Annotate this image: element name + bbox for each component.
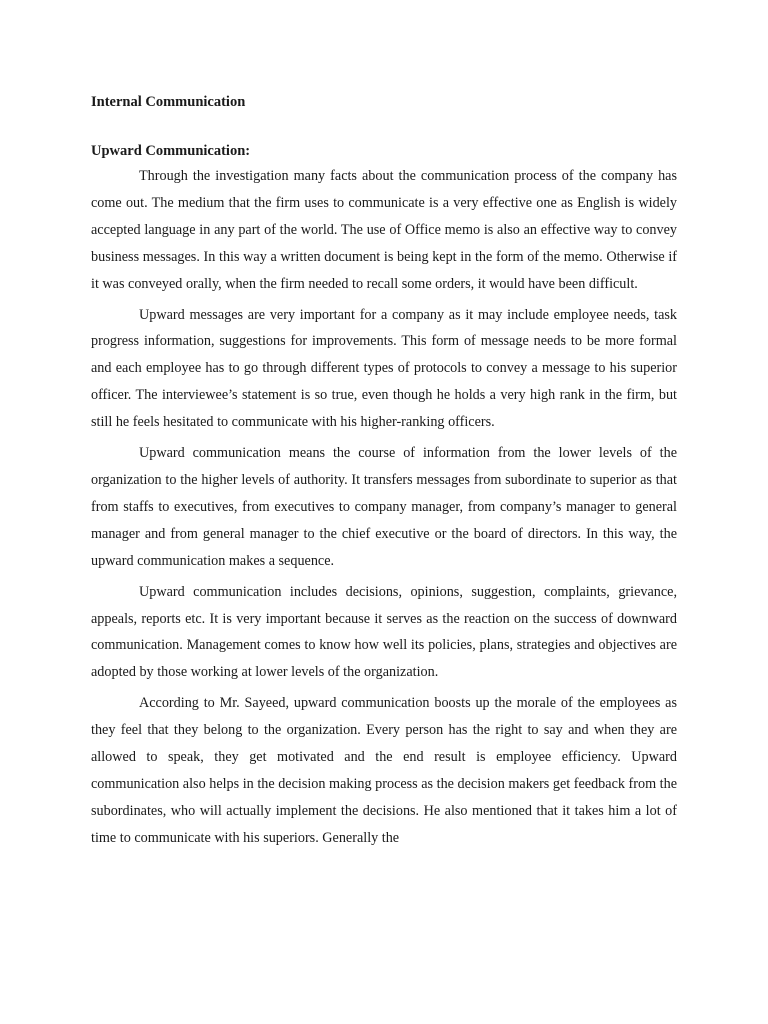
paragraph-4: Upward communication includes decisions, opinions, suggestion, complaints, grievance, appeals, reports etc. It is very important because it serves as the reaction on the success of downward communication. Management comes to know how well its policies, plans, strategies and objectives are adopted by those working at lower levels of the organization. xyxy=(91,583,677,681)
paragraph-2: Upward messages are very important for a company as it may include employee needs, task progress information, suggestions for improvements. This form of message needs to be more formal and each employee has to go through different types of protocols to convey a message to his superior officer. The interviewee’s statement is so true, even though he holds a very high rank in the firm, but still he feels hesitated to communicate with his higher-ranking officers. xyxy=(91,306,677,431)
paragraph-3: Upward communication means the course of information from the lower levels of the organization to the higher levels of authority. It transfers messages from subordinate to superior as that from staffs to executives, from executives to company manager, from company’s manager to general manager and from general manager to the chief executive or the board of directors. In this way, the upward communication makes a sequence. xyxy=(91,445,677,569)
paragraph-5: According to Mr. Sayeed, upward communication boosts up the morale of the employees as they feel that they belong to the organization. Every person has the right to say and when they are allowed to speak, they get motivated and the end result is employee efficiency. Upward communication also helps in the decision making process as the decision makers get feedback from the subordinates, who will actually implement the decisions. He also mentioned that it takes him a lot of time to communicate with his superiors. Generally the xyxy=(91,695,677,846)
document-body xyxy=(91,91,677,856)
paragraph-1: Through the investigation many facts about the communication process of the company has come out. The medium that the firm uses to communicate is a very effective one as English is widely accepted language in any part of the world. The use of Office memo is also an effective way to convey business messages. In this way a written document is being kept in the form of the memo. Otherwise if it was conveyed orally, when the firm needed to recall some orders, it would have been difficult. xyxy=(91,168,677,292)
section-heading: Upward Communication: xyxy=(91,143,251,159)
document-title: Internal Communication xyxy=(91,94,246,110)
